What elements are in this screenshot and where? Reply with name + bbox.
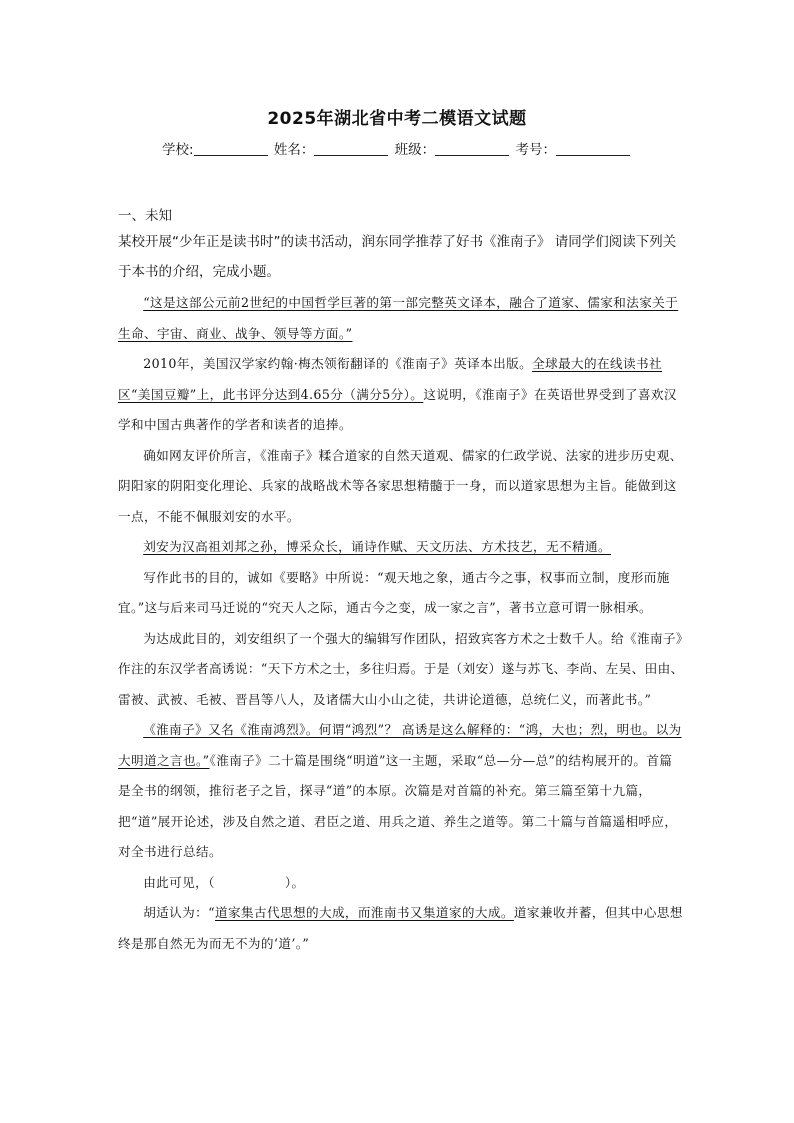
passage-paragraph-7: [118, 715, 684, 868]
question-intro: 某校开展“少年正是读书时”的读书活动，润东同学推荐了好书《淮南子》 请同学们阅读下列关于本书的介绍，完成小题。: [118, 234, 677, 280]
passage-paragraph-3: 确如网友评价所言，《淮南子》糅合道家的自然天道观、儒家的仁政学说、法家的进步历史观、阴阳家的阴阳变化理论、兵家的战略战术等各家思想精髓于一身，而以道家思想为主旨。能做到这一点，不能不佩服刘安的水平。: [118, 447, 683, 524]
underlined-quote: “这是这部公元前2世纪的中国哲学巨著的第一部完整英文译本，融合了道家、儒家和法家关于生命、宇宙、商业、战争、领导等方面。”: [118, 295, 679, 341]
paragraph-text: ）。: [284, 874, 305, 890]
passage-paragraph-9: [118, 898, 684, 959]
paragraph-text: 《淮南子》二十篇是围绕“明道”这一主题，采取“总—分—总”的结构展开的。首篇是全书的纲领，推衍老子之旨，探寻“道”的本原。次篇是对首篇的补充。第三篇至第十九篇，把“道”展开论述，涉及自然之道、君臣之道、用兵之道、养生之道等。第二十篇与首篇遥相呼应，对全书进行总结。: [118, 752, 678, 859]
student-info-line: [0, 138, 794, 158]
exam-number-label: 考号：: [515, 142, 556, 158]
paragraph-text: 胡适认为：“: [143, 905, 215, 920]
underlined-sentence: 道家集古代思想的大成，而淮南书又集道家的大成。: [215, 905, 514, 920]
school-field[interactable]: [194, 142, 268, 156]
passage-paragraph-6: 为达成此目的，刘安组织了一个强大的编辑写作团队，招致宾客方术之士数千人。给《淮南子》作注的东汉学者高诱说：“天下方术之士，多往归焉。于是（刘安）遂与苏飞、李尚、左吴、田由、雷被、武被、毛被、晋昌等八人，及诸儒大山小山之徒，共讲论道德，总统仁义，而著此书。”: [118, 630, 684, 707]
class-field[interactable]: [435, 142, 509, 156]
paragraph-text: 由此可见，（: [143, 874, 215, 890]
class-label: 班级：: [394, 142, 436, 158]
reading-passage: [118, 288, 684, 959]
name-label: 姓名：: [273, 142, 315, 158]
underlined-sentence: 刘安为汉高祖刘邦之孙，博采众长，诵诗作赋、天文历法、方术技艺，无不精通。: [143, 539, 611, 554]
school-label: 学校:: [162, 142, 194, 158]
section-heading: 一、未知: [118, 208, 172, 224]
paragraph-text: 道家兼收并蓄，但其中心思想终是那自然无为而无不为的‘道’。”: [118, 905, 683, 951]
passage-paragraph-4: [118, 532, 684, 563]
passage-paragraph-1: [118, 288, 684, 349]
passage-paragraph-5: 写作此书的目的，诚如《要略》中所说：“观天地之象，通古今之事，权事而立制，度形而施宜。”这与后来司马迁说的“究天人之际，通古今之变，成一家之言”，著书立意可谓一脉相承。: [118, 569, 670, 615]
paragraph-text: 这说明，《淮南子》在英语世界受到了喜欢汉学和中国古典著作的学者和读者的追捧。: [118, 386, 677, 432]
paragraph-text: 2010年，美国汉学家约翰·梅杰领衔翻译的《淮南子》英译本出版。: [143, 356, 533, 371]
name-field[interactable]: [314, 142, 388, 156]
passage-paragraph-2: [118, 349, 684, 441]
underlined-sentence: 《淮南子》又名《淮南鸿烈》。何谓“鸿烈”？ 高诱是这么解释的：“鸿，大也；烈，明也。以为大明道之言也。”: [118, 722, 682, 768]
exam-title: 2025年湖北省中考二模语文试题: [267, 109, 527, 129]
underlined-sentence: 全球最大的在线读书社区“美国豆瓣”上，此书评分达到4.65分（满分5分）。: [118, 356, 663, 402]
exam-number-field[interactable]: [556, 142, 630, 156]
passage-paragraph-8: [118, 868, 684, 899]
